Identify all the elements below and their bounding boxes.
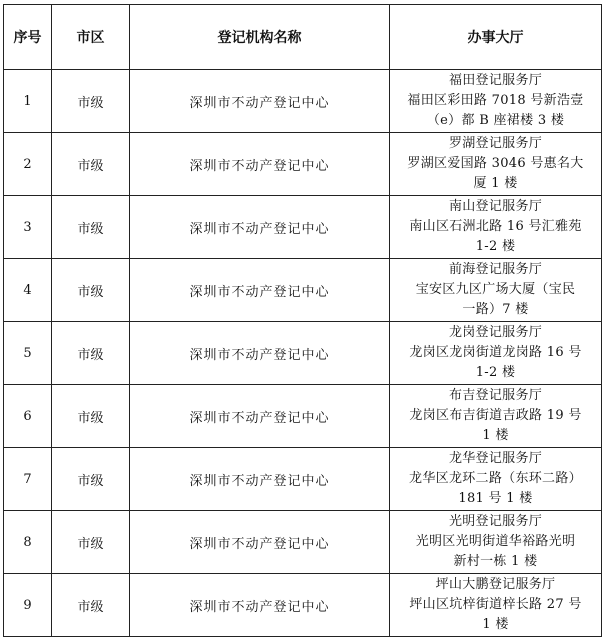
cell-index: 9 — [4, 574, 52, 637]
cell-hall — [390, 574, 602, 637]
hall-address-line: 罗湖登记服务厅 — [448, 136, 543, 151]
table-header — [4, 5, 602, 70]
cell-hall — [390, 511, 602, 574]
cell-org-name: 深圳市不动产登记中心 — [130, 322, 390, 385]
table-row — [4, 385, 602, 448]
cell-hall — [390, 259, 602, 322]
cell-hall — [390, 196, 602, 259]
registry-table — [3, 4, 602, 637]
cell-district: 市级 — [52, 574, 130, 637]
hall-address-line: 光明登记服务厅 — [448, 514, 543, 529]
table-row — [4, 448, 602, 511]
hall-address-line: 光明区光明街道华裕路光明 — [415, 534, 576, 549]
cell-hall — [390, 322, 602, 385]
table-row — [4, 133, 602, 196]
hall-address-line: 福田登记服务厅 — [448, 73, 543, 88]
hall-address-line: 1 楼 — [482, 428, 509, 443]
cell-district: 市级 — [52, 133, 130, 196]
table-row — [4, 196, 602, 259]
hall-address-line: 福田区彩田路 7018 号新浩壹 — [407, 93, 584, 108]
hall-address-line: 181 号 1 楼 — [458, 491, 533, 506]
hall-address-line: 龙华区龙环二路（东环二路） — [409, 471, 582, 486]
cell-district: 市级 — [52, 385, 130, 448]
cell-index: 3 — [4, 196, 52, 259]
cell-index: 7 — [4, 448, 52, 511]
cell-hall — [390, 385, 602, 448]
hall-address-line: 龙岗登记服务厅 — [448, 325, 543, 340]
table-row — [4, 259, 602, 322]
cell-index: 1 — [4, 70, 52, 133]
hall-address-line: 南山登记服务厅 — [448, 199, 543, 214]
hall-address-line: 龙岗区龙岗街道龙岗路 16 号 — [409, 345, 582, 360]
cell-hall — [390, 448, 602, 511]
hall-address-line: 前海登记服务厅 — [448, 262, 543, 277]
cell-org-name: 深圳市不动产登记中心 — [130, 511, 390, 574]
hall-address-line: 龙岗区布吉街道吉政路 19 号 — [409, 408, 582, 423]
table-row — [4, 574, 602, 637]
hall-address-line: 宝安区九区广场大厦（宝民 — [415, 282, 576, 297]
cell-district: 市级 — [52, 322, 130, 385]
hall-address-line: 新村一栋 1 楼 — [453, 554, 538, 569]
hall-address-line: 一路）7 楼 — [462, 302, 529, 317]
hall-address-line: 龙华登记服务厅 — [448, 451, 543, 466]
hall-address-line: 厦 1 楼 — [473, 176, 518, 191]
cell-org-name: 深圳市不动产登记中心 — [130, 574, 390, 637]
table-row — [4, 70, 602, 133]
cell-district: 市级 — [52, 448, 130, 511]
cell-org-name: 深圳市不动产登记中心 — [130, 196, 390, 259]
hall-address-line: 罗湖区爱国路 3046 号惠名大 — [407, 156, 584, 171]
cell-org-name: 深圳市不动产登记中心 — [130, 70, 390, 133]
cell-district: 市级 — [52, 259, 130, 322]
table-row — [4, 322, 602, 385]
cell-district: 市级 — [52, 70, 130, 133]
hall-address-line: （e）都 B 座裙楼 3 楼 — [426, 113, 565, 128]
cell-index: 4 — [4, 259, 52, 322]
cell-org-name: 深圳市不动产登记中心 — [130, 385, 390, 448]
cell-org-name: 深圳市不动产登记中心 — [130, 448, 390, 511]
table-body — [4, 70, 602, 637]
header-row — [4, 5, 602, 70]
cell-index: 8 — [4, 511, 52, 574]
cell-org-name: 深圳市不动产登记中心 — [130, 259, 390, 322]
header-district: 市区 — [52, 5, 130, 70]
cell-district: 市级 — [52, 196, 130, 259]
table-row — [4, 511, 602, 574]
hall-address-line: 南山区石洲北路 16 号汇雅苑 — [409, 219, 582, 234]
hall-address-line: 坪山大鹏登记服务厅 — [435, 577, 556, 592]
cell-index: 5 — [4, 322, 52, 385]
cell-district: 市级 — [52, 511, 130, 574]
hall-address-line: 坪山区坑梓街道梓长路 27 号 — [409, 597, 582, 612]
hall-address-line: 1-2 楼 — [475, 239, 516, 254]
header-org: 登记机构名称 — [130, 5, 390, 70]
hall-address-line: 1 楼 — [482, 617, 509, 632]
hall-address-line: 1-2 楼 — [475, 365, 516, 380]
header-index: 序号 — [4, 5, 52, 70]
cell-index: 2 — [4, 133, 52, 196]
cell-org-name: 深圳市不动产登记中心 — [130, 133, 390, 196]
hall-address-line: 布吉登记服务厅 — [448, 388, 543, 403]
cell-index: 6 — [4, 385, 52, 448]
cell-hall — [390, 133, 602, 196]
header-hall: 办事大厅 — [390, 5, 602, 70]
cell-hall — [390, 70, 602, 133]
